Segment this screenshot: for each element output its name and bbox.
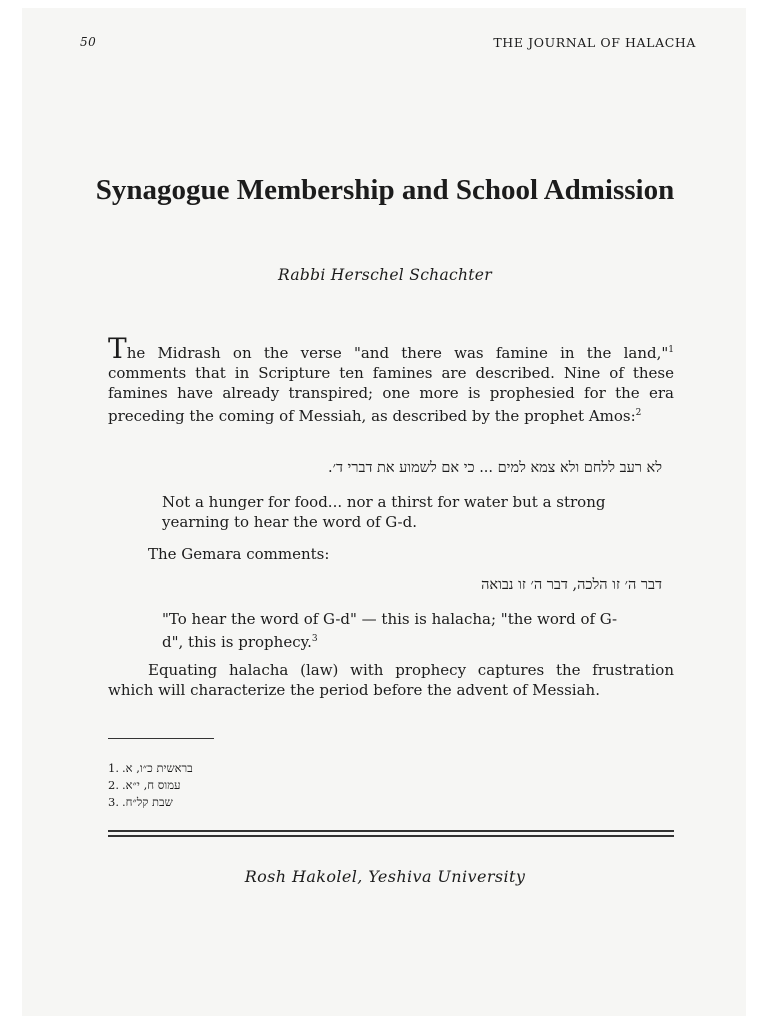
hebrew-quote-amos: לא רעב ללחם ולא צמא למים ... כי אם לשמוע את דברי ד׳.	[327, 460, 662, 476]
footnote-ref-2: 2	[635, 408, 642, 418]
footnote-ref-3: 3	[311, 634, 318, 644]
footnote-2: 2. עמוס ח, י״א.	[108, 778, 181, 792]
paragraph-1-text-b: comments that in Scripture ten famines are described. Nine of these famines have already transpired; one more is prophesied for the era preceding the coming of Messiah, as described by the prophet Amos:	[108, 364, 674, 425]
gemara-intro: The Gemara comments:	[148, 545, 330, 563]
paragraph-1-text-a: he Midrash on the verse "and there was famine in the land,"	[126, 344, 669, 362]
drop-cap: T	[108, 332, 127, 365]
paragraph-2: Equating halacha (law) with prophecy captures the frustration which will characterize the period before the advent of Messiah.	[108, 661, 674, 699]
hebrew-quote-gemara: דבר ה׳ זו הלכה, דבר ה׳ זו נבואה	[481, 577, 662, 593]
translation-gemara	[162, 609, 632, 652]
running-page-number: 50	[80, 35, 97, 49]
footnote-3: 3. שבת קל״ח.	[108, 795, 173, 809]
footnote-ref-1: 1	[668, 345, 674, 355]
footnote-divider	[108, 738, 214, 739]
footnotes	[108, 760, 193, 811]
paragraph-1	[108, 332, 674, 426]
double-rule-top	[108, 830, 674, 832]
article-title: Synagogue Membership and School Admission	[95, 174, 675, 206]
double-rule-bottom	[108, 835, 674, 837]
footnote-1: 1. בראשית כ״ו, א.	[108, 761, 193, 775]
article-author: Rabbi Herschel Schachter	[278, 266, 492, 284]
translation-amos: Not a hunger for food... nor a thirst for water but a strong yearning to hear the word of G-d.	[162, 493, 606, 531]
running-journal-title: THE JOURNAL OF HALACHA	[493, 35, 696, 50]
translation-gemara-text: "To hear the word of G-d" — this is halacha; "the word of G-d", this is prophecy.	[162, 610, 618, 651]
author-affiliation: Rosh Hakolel, Yeshiva University	[244, 867, 526, 886]
